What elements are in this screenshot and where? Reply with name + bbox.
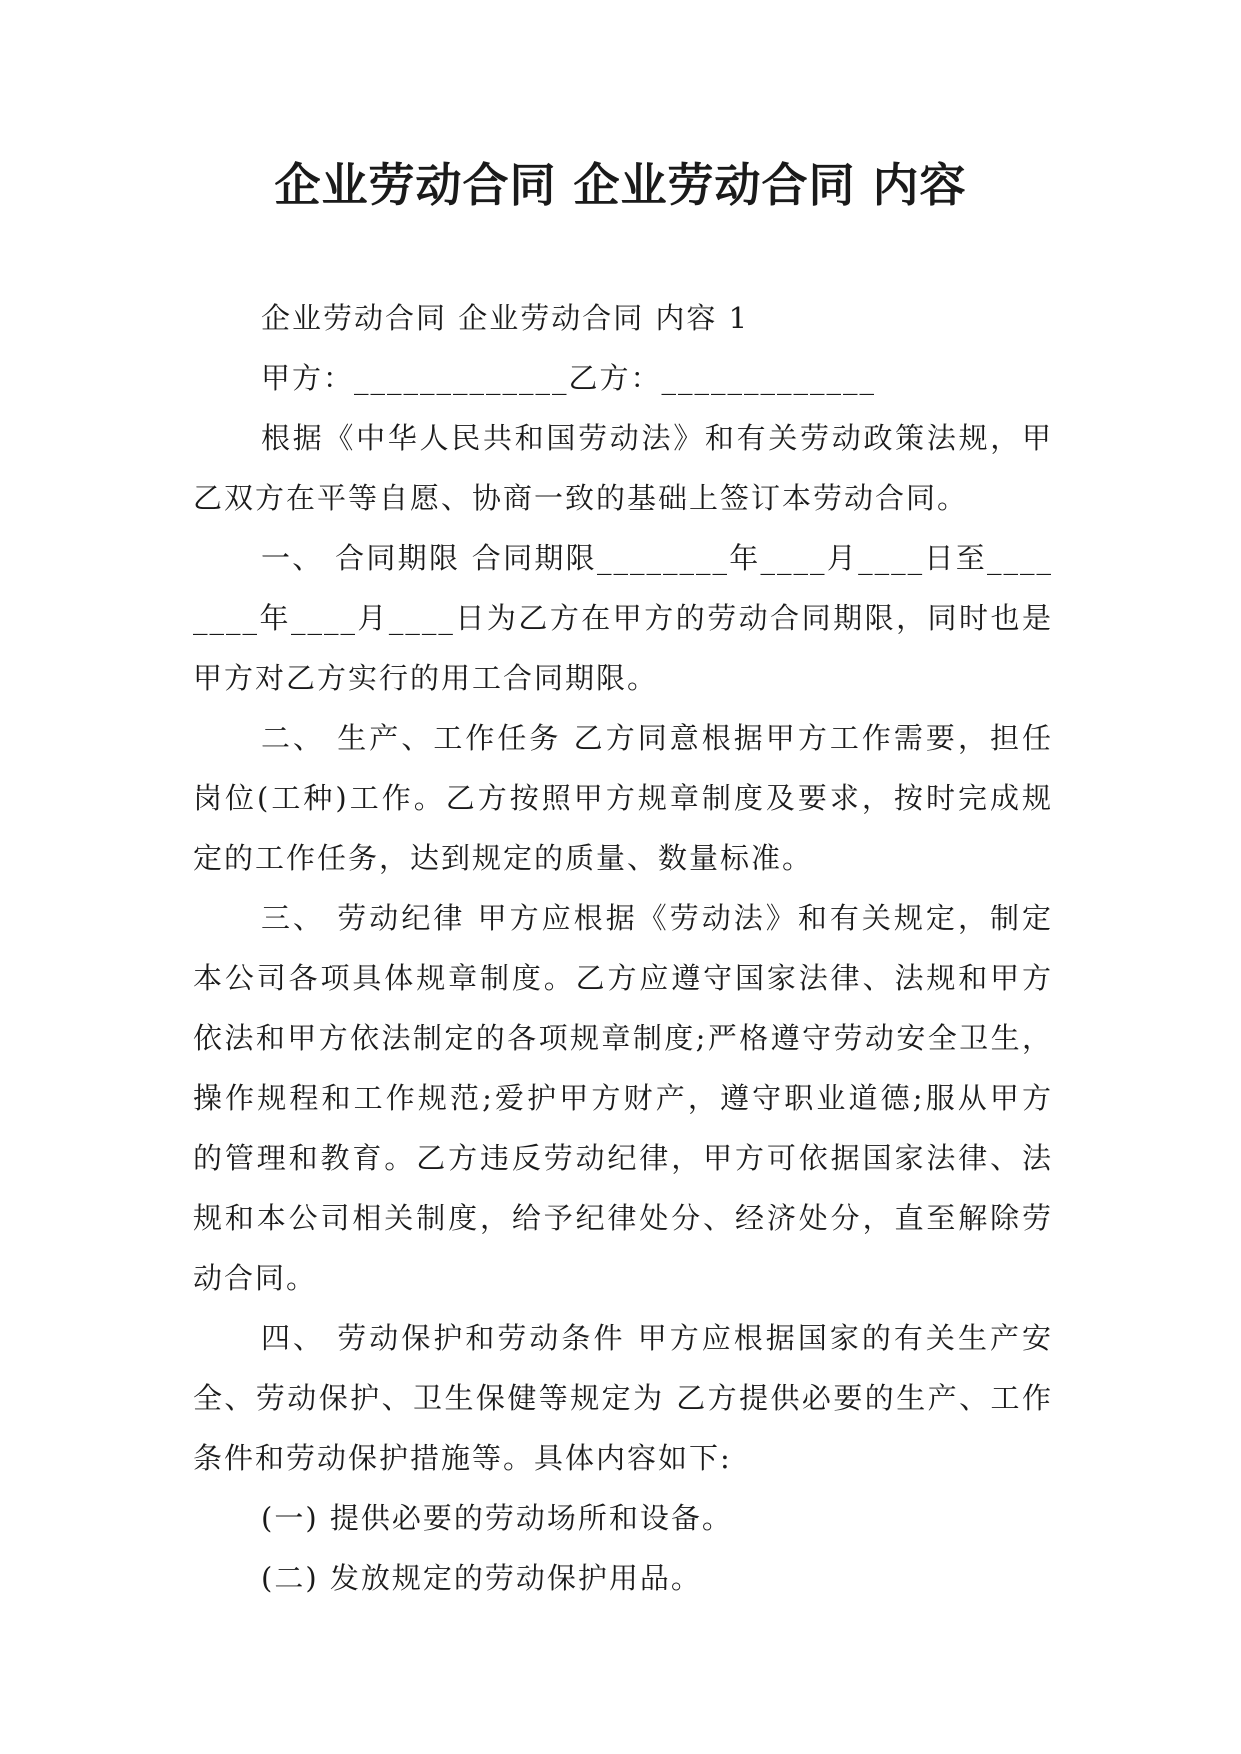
clause-2-tasks: 二、 生产、工作任务 乙方同意根据甲方工作需要，担任岗位(工种)工作。乙方按照甲方规章制度及要求，按时完成规定的工作任务，达到规定的质量、数量标准。 [193,721,1053,875]
document-body [193,288,1053,1608]
clause-4-item-1: (一) 提供必要的劳动场所和设备。 [261,1501,733,1535]
clause-4-protection: 四、 劳动保护和劳动条件 甲方应根据国家的有关生产安全、劳动保护、卫生保健等规定为 乙方提供必要的生产、工作条件和劳动保护措施等。具体内容如下: [193,1321,1053,1475]
parties-line: 甲方：_____________乙方：_____________ [261,361,877,395]
clause-1-term: 一、 合同期限 合同期限________年____月____日至________年____月____日为乙方在甲方的劳动合同期限，同时也是甲方对乙方实行的用工合同期限。 [193,541,1053,695]
preamble-paragraph: 根据《中华人民共和国劳动法》和有关劳动政策法规，甲乙双方在平等自愿、协商一致的基础上签订本劳动合同。 [193,421,1053,515]
clause-4-item-2: (二) 发放规定的劳动保护用品。 [261,1561,702,1595]
document-title: 企业劳动合同 企业劳动合同 内容 [274,158,967,212]
contract-subtitle: 企业劳动合同 企业劳动合同 内容 1 [261,301,750,335]
clause-3-discipline: 三、 劳动纪律 甲方应根据《劳动法》和有关规定，制定本公司各项具体规章制度。乙方应遵守国家法律、法规和甲方依法和甲方依法制定的各项规章制度;严格遵守劳动安全卫生，操作规程和工作规范;爱护甲方财产，遵守职业道德;服从甲方的管理和教育。乙方违反劳动纪律，甲方可依据国家法律、法规和本公司相关制度，给予纪律处分、经济处分，直至解除劳动合同。 [193,901,1053,1295]
